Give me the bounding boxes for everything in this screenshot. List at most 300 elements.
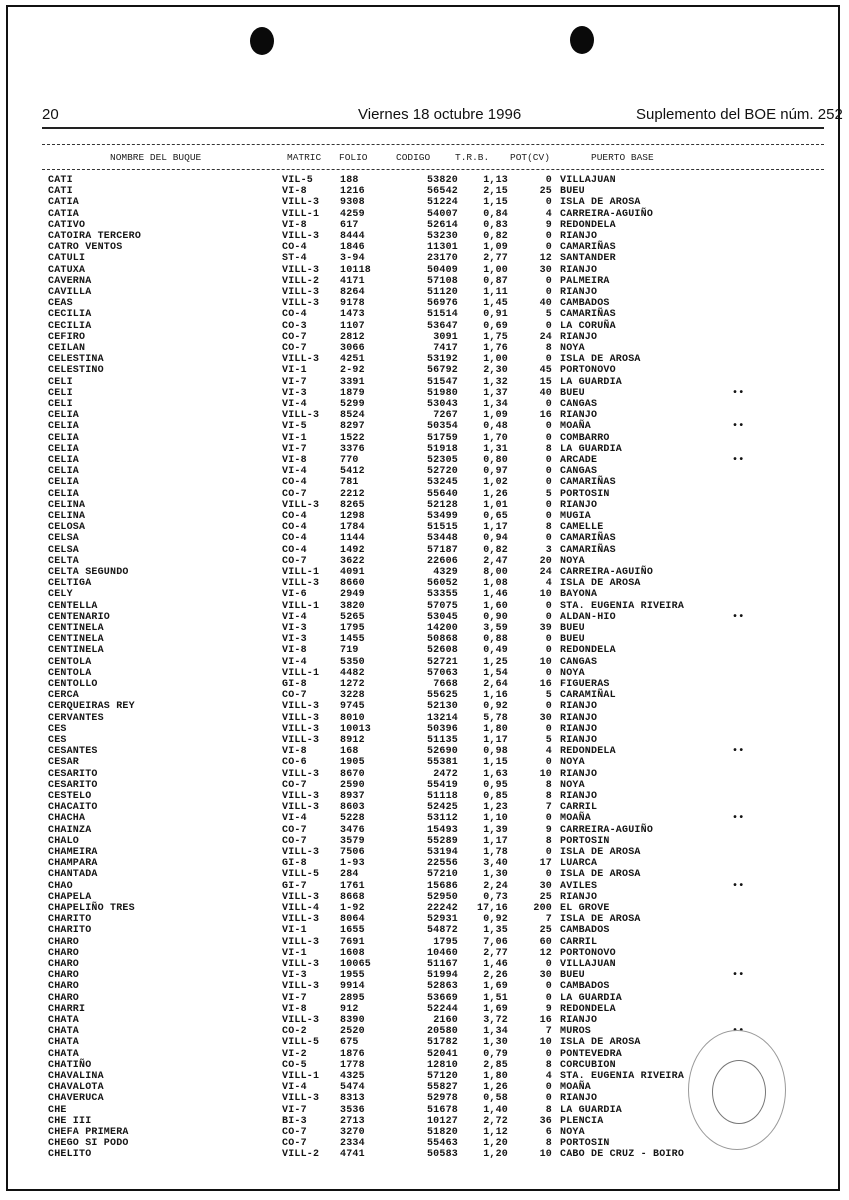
potencia: 0 [545, 701, 552, 713]
folio: 1473 [340, 309, 365, 321]
codigo: 53499 [426, 511, 458, 522]
potencia: 30 [539, 712, 552, 724]
potencia: 6 [545, 1127, 552, 1138]
codigo: 52690 [426, 746, 458, 758]
trb: 1,01 [483, 499, 508, 511]
puerto-base: CARRIL [560, 802, 598, 814]
trb: 1,46 [483, 589, 508, 601]
folio: 8064 [340, 914, 365, 926]
codigo: 53192 [426, 354, 458, 366]
puerto-base: RIANJO [560, 723, 598, 735]
potencia: 10 [539, 589, 552, 601]
potencia: 17 [539, 858, 552, 870]
trb: 0,95 [483, 779, 508, 791]
folio: 1784 [340, 522, 365, 534]
vessel-name: CELIA [48, 421, 80, 433]
vessel-name: CENTINELA [48, 634, 104, 646]
matricula: VILL-3 [282, 791, 320, 802]
vessel-name: CHELITO [48, 1149, 92, 1161]
codigo: 52720 [426, 466, 458, 478]
trb: 1,80 [483, 1071, 508, 1082]
vessel-name: CHAO [48, 880, 73, 892]
vessel-name: CENTENARIO [48, 611, 111, 623]
trb: 1,17 [483, 522, 508, 534]
folio: 8264 [340, 287, 365, 298]
folio: 8603 [340, 802, 365, 814]
puerto-base: ISLA DE AROSA [560, 197, 641, 209]
vessel-name: CHARO [48, 947, 80, 959]
potencia: 3 [545, 544, 552, 556]
potencia: 0 [545, 354, 552, 366]
matricula: VILL-2 [282, 1149, 320, 1161]
vessel-name: CELI [48, 376, 73, 388]
potencia: 8 [545, 779, 552, 791]
col-matric-header: MATRIC [287, 152, 322, 163]
puerto-base: CAMBADOS [560, 981, 610, 993]
trb: 0,97 [483, 466, 508, 478]
vessel-name: CERCA [48, 690, 80, 702]
matricula: VI-4 [282, 656, 307, 668]
folio: 1608 [340, 947, 365, 959]
codigo: 51820 [426, 1127, 458, 1138]
puerto-base: CAMARIÑAS [560, 309, 616, 321]
matricula: VILL-3 [282, 891, 320, 903]
matricula: CO-4 [282, 242, 307, 254]
folio: 4741 [340, 1149, 365, 1161]
potencia: 30 [539, 264, 552, 276]
potencia: 0 [545, 634, 552, 646]
puerto-base: PORTOSIN [560, 488, 610, 500]
puerto-base: LA CORUÑA [560, 320, 616, 332]
folio: 3-94 [340, 253, 365, 265]
matricula: CO-7 [282, 343, 307, 354]
codigo: 56542 [426, 186, 458, 198]
matricula: CO-4 [282, 522, 307, 534]
potencia: 10 [539, 1149, 552, 1161]
matricula: VILL-1 [282, 667, 320, 679]
codigo: 3091 [433, 331, 458, 343]
codigo: 1795 [433, 936, 458, 948]
issue-date: Viernes 18 octubre 1996 [358, 106, 522, 123]
vessel-name: CHACAITO [48, 802, 98, 814]
folio: 8297 [340, 421, 365, 433]
folio: 5412 [340, 466, 365, 478]
trb: 2,77 [483, 253, 508, 265]
folio: 3391 [340, 376, 365, 388]
puerto-base: CAMBADOS [560, 925, 610, 937]
vessel-name: CESARITO [48, 779, 98, 791]
codigo: 12810 [426, 1059, 458, 1071]
puerto-base: RIANJO [560, 264, 598, 276]
trb: 1,09 [483, 242, 508, 254]
trb: 1,10 [483, 813, 508, 825]
matricula: CO-7 [282, 1127, 307, 1138]
puerto-base: ISLA DE AROSA [560, 914, 641, 926]
trb: 0,98 [483, 746, 508, 758]
matricula: ST-4 [282, 253, 307, 265]
folio: 1795 [340, 623, 365, 634]
vessel-name: CELTA SEGUNDO [48, 567, 129, 578]
potencia: 0 [545, 1082, 552, 1094]
puerto-base: CABO DE CRUZ - BOIRO [560, 1149, 685, 1161]
matricula: VI-7 [282, 376, 307, 388]
vessel-name: CES [48, 723, 67, 735]
matricula: VILL-4 [282, 903, 320, 914]
folio: 2212 [340, 488, 365, 500]
puerto-base: VILLAJUAN [560, 959, 616, 970]
col-puerto-header: PUERTO BASE [591, 152, 654, 163]
matricula: CO-7 [282, 779, 307, 791]
codigo: 51135 [426, 735, 458, 746]
puerto-base: RIANJO [560, 735, 598, 746]
folio: 1761 [340, 880, 365, 892]
puerto-base: PORTOSIN [560, 835, 610, 847]
puerto-base: RIANJO [560, 701, 598, 713]
trb: 1,12 [483, 1127, 508, 1138]
vessel-name: CENTOLA [48, 656, 92, 668]
folio: 912 [340, 1003, 359, 1015]
codigo: 15493 [426, 824, 458, 836]
row-mark: •• [732, 387, 745, 399]
matricula: VI-8 [282, 746, 307, 758]
trb: 3,72 [483, 1015, 508, 1026]
potencia: 5 [545, 690, 552, 702]
folio: 1216 [340, 186, 365, 198]
potencia: 25 [539, 186, 552, 198]
folio: 3820 [340, 600, 365, 612]
potencia: 0 [545, 499, 552, 511]
codigo: 51224 [426, 197, 458, 209]
matricula: CO-7 [282, 690, 307, 702]
folio: 5265 [340, 611, 365, 623]
codigo: 10127 [426, 1115, 458, 1127]
vessel-name: CHAINZA [48, 824, 92, 836]
vessel-name: CHAVALINA [48, 1071, 104, 1082]
codigo: 53669 [426, 992, 458, 1004]
vessel-name: CHAPELIÑO TRES [48, 903, 135, 914]
vessel-name: CERVANTES [48, 712, 104, 724]
vessel-name: CHARO [48, 992, 80, 1004]
folio: 8390 [340, 1015, 365, 1026]
potencia: 45 [539, 365, 552, 377]
row-mark: •• [732, 746, 745, 758]
matricula: CO-5 [282, 1059, 307, 1071]
matricula: CO-2 [282, 1026, 307, 1038]
vessel-name: CHATIÑO [48, 1059, 92, 1071]
folio: 3579 [340, 835, 365, 847]
puerto-base: MOAÑA [560, 421, 592, 433]
potencia: 39 [539, 623, 552, 634]
vessel-name: CHE III [48, 1115, 92, 1127]
matricula: VI-6 [282, 589, 307, 601]
matricula: VILL-3 [282, 768, 320, 780]
folio: 8912 [340, 735, 365, 746]
puerto-base: CAMARIÑAS [560, 477, 616, 489]
trb: 1,45 [483, 298, 508, 310]
trb: 2,85 [483, 1059, 508, 1071]
matricula: VILL-1 [282, 600, 320, 612]
trb: 1,26 [483, 488, 508, 500]
codigo: 52978 [426, 1093, 458, 1105]
folio: 3622 [340, 555, 365, 567]
trb: 8,00 [483, 567, 508, 578]
puerto-base: CARREIRA-AGUIÑO [560, 567, 654, 578]
puerto-base: ISLA DE AROSA [560, 869, 641, 881]
vessel-name: CHEGO SI PODO [48, 1138, 129, 1150]
columns-bottom-rule [42, 169, 824, 170]
matricula: VILL-3 [282, 936, 320, 948]
trb: 0,85 [483, 791, 508, 802]
trb: 2,72 [483, 1115, 508, 1127]
folio: 1107 [340, 320, 365, 332]
matricula: VI-8 [282, 186, 307, 198]
potencia: 12 [539, 947, 552, 959]
puerto-base: RIANJO [560, 287, 598, 298]
codigo: 53647 [426, 320, 458, 332]
matricula: VILL-3 [282, 298, 320, 310]
folio: 2590 [340, 779, 365, 791]
puerto-base: PLENCIA [560, 1115, 604, 1127]
folio: 188 [340, 175, 359, 186]
col-trb-header: T.R.B. [455, 152, 490, 163]
vessel-name: CATI [48, 175, 73, 186]
trb: 1,63 [483, 768, 508, 780]
potencia: 0 [545, 813, 552, 825]
potencia: 0 [545, 287, 552, 298]
puerto-base: NOYA [560, 667, 585, 679]
trb: 1,75 [483, 331, 508, 343]
trb: 3,59 [483, 623, 508, 634]
puerto-base: BUEU [560, 186, 585, 198]
folio: 781 [340, 477, 359, 489]
potencia: 7 [545, 1026, 552, 1038]
vessel-name: CHATA [48, 1015, 80, 1026]
potencia: 0 [545, 869, 552, 881]
puerto-base: RIANJO [560, 1093, 598, 1105]
vessel-name: CES [48, 735, 67, 746]
folio: 8010 [340, 712, 365, 724]
codigo: 52950 [426, 891, 458, 903]
folio: 617 [340, 219, 359, 231]
vessel-name: CHATA [48, 1048, 80, 1060]
folio: 1905 [340, 757, 365, 769]
potencia: 9 [545, 219, 552, 231]
folio: 1846 [340, 242, 365, 254]
codigo: 50868 [426, 634, 458, 646]
folio: 4171 [340, 275, 365, 287]
codigo: 52863 [426, 981, 458, 993]
vessel-name: CELTA [48, 555, 80, 567]
puerto-base: MOAÑA [560, 1082, 592, 1094]
folio: 8524 [340, 410, 365, 422]
trb: 1,69 [483, 1003, 508, 1015]
trb: 1,54 [483, 667, 508, 679]
trb: 0,79 [483, 1048, 508, 1060]
matricula: CO-7 [282, 488, 307, 500]
folio: 2-92 [340, 365, 365, 377]
potencia: 0 [545, 981, 552, 993]
potencia: 0 [545, 511, 552, 522]
puerto-base: REDONDELA [560, 1003, 616, 1015]
codigo: 20580 [426, 1026, 458, 1038]
folio: 1778 [340, 1059, 365, 1071]
matricula: VILL-3 [282, 701, 320, 713]
vessel-name: CHARITO [48, 925, 92, 937]
matricula: VILL-3 [282, 499, 320, 511]
row-mark: •• [732, 813, 745, 825]
potencia: 0 [545, 1093, 552, 1105]
puerto-base: CORCUBION [560, 1059, 616, 1071]
codigo: 13214 [426, 712, 458, 724]
folio: 770 [340, 455, 359, 466]
codigo: 53043 [426, 399, 458, 410]
trb: 0,92 [483, 701, 508, 713]
matricula: VI-1 [282, 432, 307, 444]
trb: 2,77 [483, 947, 508, 959]
vessel-name: CESTELO [48, 791, 92, 802]
folio: 9308 [340, 197, 365, 209]
trb: 0,92 [483, 914, 508, 926]
folio: 1655 [340, 925, 365, 937]
trb: 1,17 [483, 735, 508, 746]
codigo: 52041 [426, 1048, 458, 1060]
codigo: 53245 [426, 477, 458, 489]
trb: 2,47 [483, 555, 508, 567]
puerto-base: RIANJO [560, 231, 598, 242]
vessel-name: CELI [48, 399, 73, 410]
potencia: 20 [539, 555, 552, 567]
col-pot-header: POT(CV) [510, 152, 550, 163]
vessel-name: CELOSA [48, 522, 86, 534]
matricula: VILL-3 [282, 1015, 320, 1026]
puerto-base: ALDAN-HIO [560, 611, 616, 623]
folio: 1-92 [340, 903, 365, 914]
folio: 4091 [340, 567, 365, 578]
publication-title: Suplemento del BOE núm. 252 [636, 106, 843, 123]
folio: 9914 [340, 981, 365, 993]
matricula: CO-7 [282, 555, 307, 567]
codigo: 57210 [426, 869, 458, 881]
matricula: VILL-1 [282, 208, 320, 220]
codigo: 51118 [426, 791, 458, 802]
folio: 1492 [340, 544, 365, 556]
codigo: 52931 [426, 914, 458, 926]
vessel-name: CELESTINO [48, 365, 104, 377]
matricula: VILL-2 [282, 275, 320, 287]
matricula: VI-3 [282, 387, 307, 399]
folio: 9745 [340, 701, 365, 713]
vessel-name: CELIA [48, 466, 80, 478]
trb: 1,26 [483, 1082, 508, 1094]
potencia: 10 [539, 768, 552, 780]
matricula: VILL-3 [282, 287, 320, 298]
puerto-base: MOAÑA [560, 813, 592, 825]
potencia: 25 [539, 891, 552, 903]
matricula: CO-4 [282, 477, 307, 489]
folio: 4482 [340, 667, 365, 679]
folio: 2895 [340, 992, 365, 1004]
potencia: 9 [545, 824, 552, 836]
codigo: 2472 [433, 768, 458, 780]
col-name-header: NOMBRE DEL BUQUE [110, 152, 202, 163]
matricula: CO-7 [282, 331, 307, 343]
trb: 0,83 [483, 219, 508, 231]
potencia: 0 [545, 421, 552, 433]
potencia: 30 [539, 880, 552, 892]
vessel-name: CELIA [48, 410, 80, 422]
folio: 3536 [340, 1104, 365, 1116]
trb: 17,16 [476, 903, 508, 914]
matricula: CO-7 [282, 1138, 307, 1150]
potencia: 0 [545, 611, 552, 623]
vessel-name: CENTINELA [48, 645, 104, 657]
vessel-name: CEAS [48, 298, 73, 310]
potencia: 16 [539, 410, 552, 422]
puerto-base: BAYONA [560, 589, 598, 601]
puerto-base: CARREIRA-AGUIÑO [560, 208, 654, 220]
codigo: 50583 [426, 1149, 458, 1161]
matricula: VI-2 [282, 1048, 307, 1060]
folio: 8313 [340, 1093, 365, 1105]
trb: 1,15 [483, 757, 508, 769]
matricula: VILL-3 [282, 578, 320, 590]
matricula: VI-4 [282, 813, 307, 825]
puerto-base: ISLA DE AROSA [560, 578, 641, 590]
punch-hole-right [570, 26, 594, 54]
codigo: 51120 [426, 287, 458, 298]
trb: 1,40 [483, 1104, 508, 1116]
folio: 5474 [340, 1082, 365, 1094]
matricula: VILL-3 [282, 410, 320, 422]
vessel-name: CECILIA [48, 320, 92, 332]
potencia: 8 [545, 443, 552, 455]
trb: 1,20 [483, 1138, 508, 1150]
trb: 0,94 [483, 533, 508, 545]
trb: 5,78 [483, 712, 508, 724]
folio: 1-93 [340, 858, 365, 870]
folio: 2949 [340, 589, 365, 601]
codigo: 22556 [426, 858, 458, 870]
trb: 1,00 [483, 264, 508, 276]
trb: 0,65 [483, 511, 508, 522]
puerto-base: NOYA [560, 757, 585, 769]
trb: 1,76 [483, 343, 508, 354]
potencia: 0 [545, 477, 552, 489]
folio: 4259 [340, 208, 365, 220]
folio: 1876 [340, 1048, 365, 1060]
row-mark: •• [732, 611, 745, 623]
potencia: 8 [545, 791, 552, 802]
folio: 675 [340, 1037, 359, 1049]
codigo: 52721 [426, 656, 458, 668]
codigo: 15686 [426, 880, 458, 892]
matricula: CO-4 [282, 309, 307, 321]
vessel-name: CENTINELA [48, 623, 104, 634]
trb: 0,82 [483, 231, 508, 242]
potencia: 24 [539, 567, 552, 578]
folio: 1298 [340, 511, 365, 522]
codigo: 51678 [426, 1104, 458, 1116]
matricula: VI-7 [282, 443, 307, 455]
folio: 3228 [340, 690, 365, 702]
matricula: VI-8 [282, 455, 307, 466]
trb: 1,09 [483, 410, 508, 422]
potencia: 7 [545, 914, 552, 926]
folio: 8937 [340, 791, 365, 802]
folio: 1455 [340, 634, 365, 646]
matricula: VI-8 [282, 645, 307, 657]
folio: 5350 [340, 656, 365, 668]
